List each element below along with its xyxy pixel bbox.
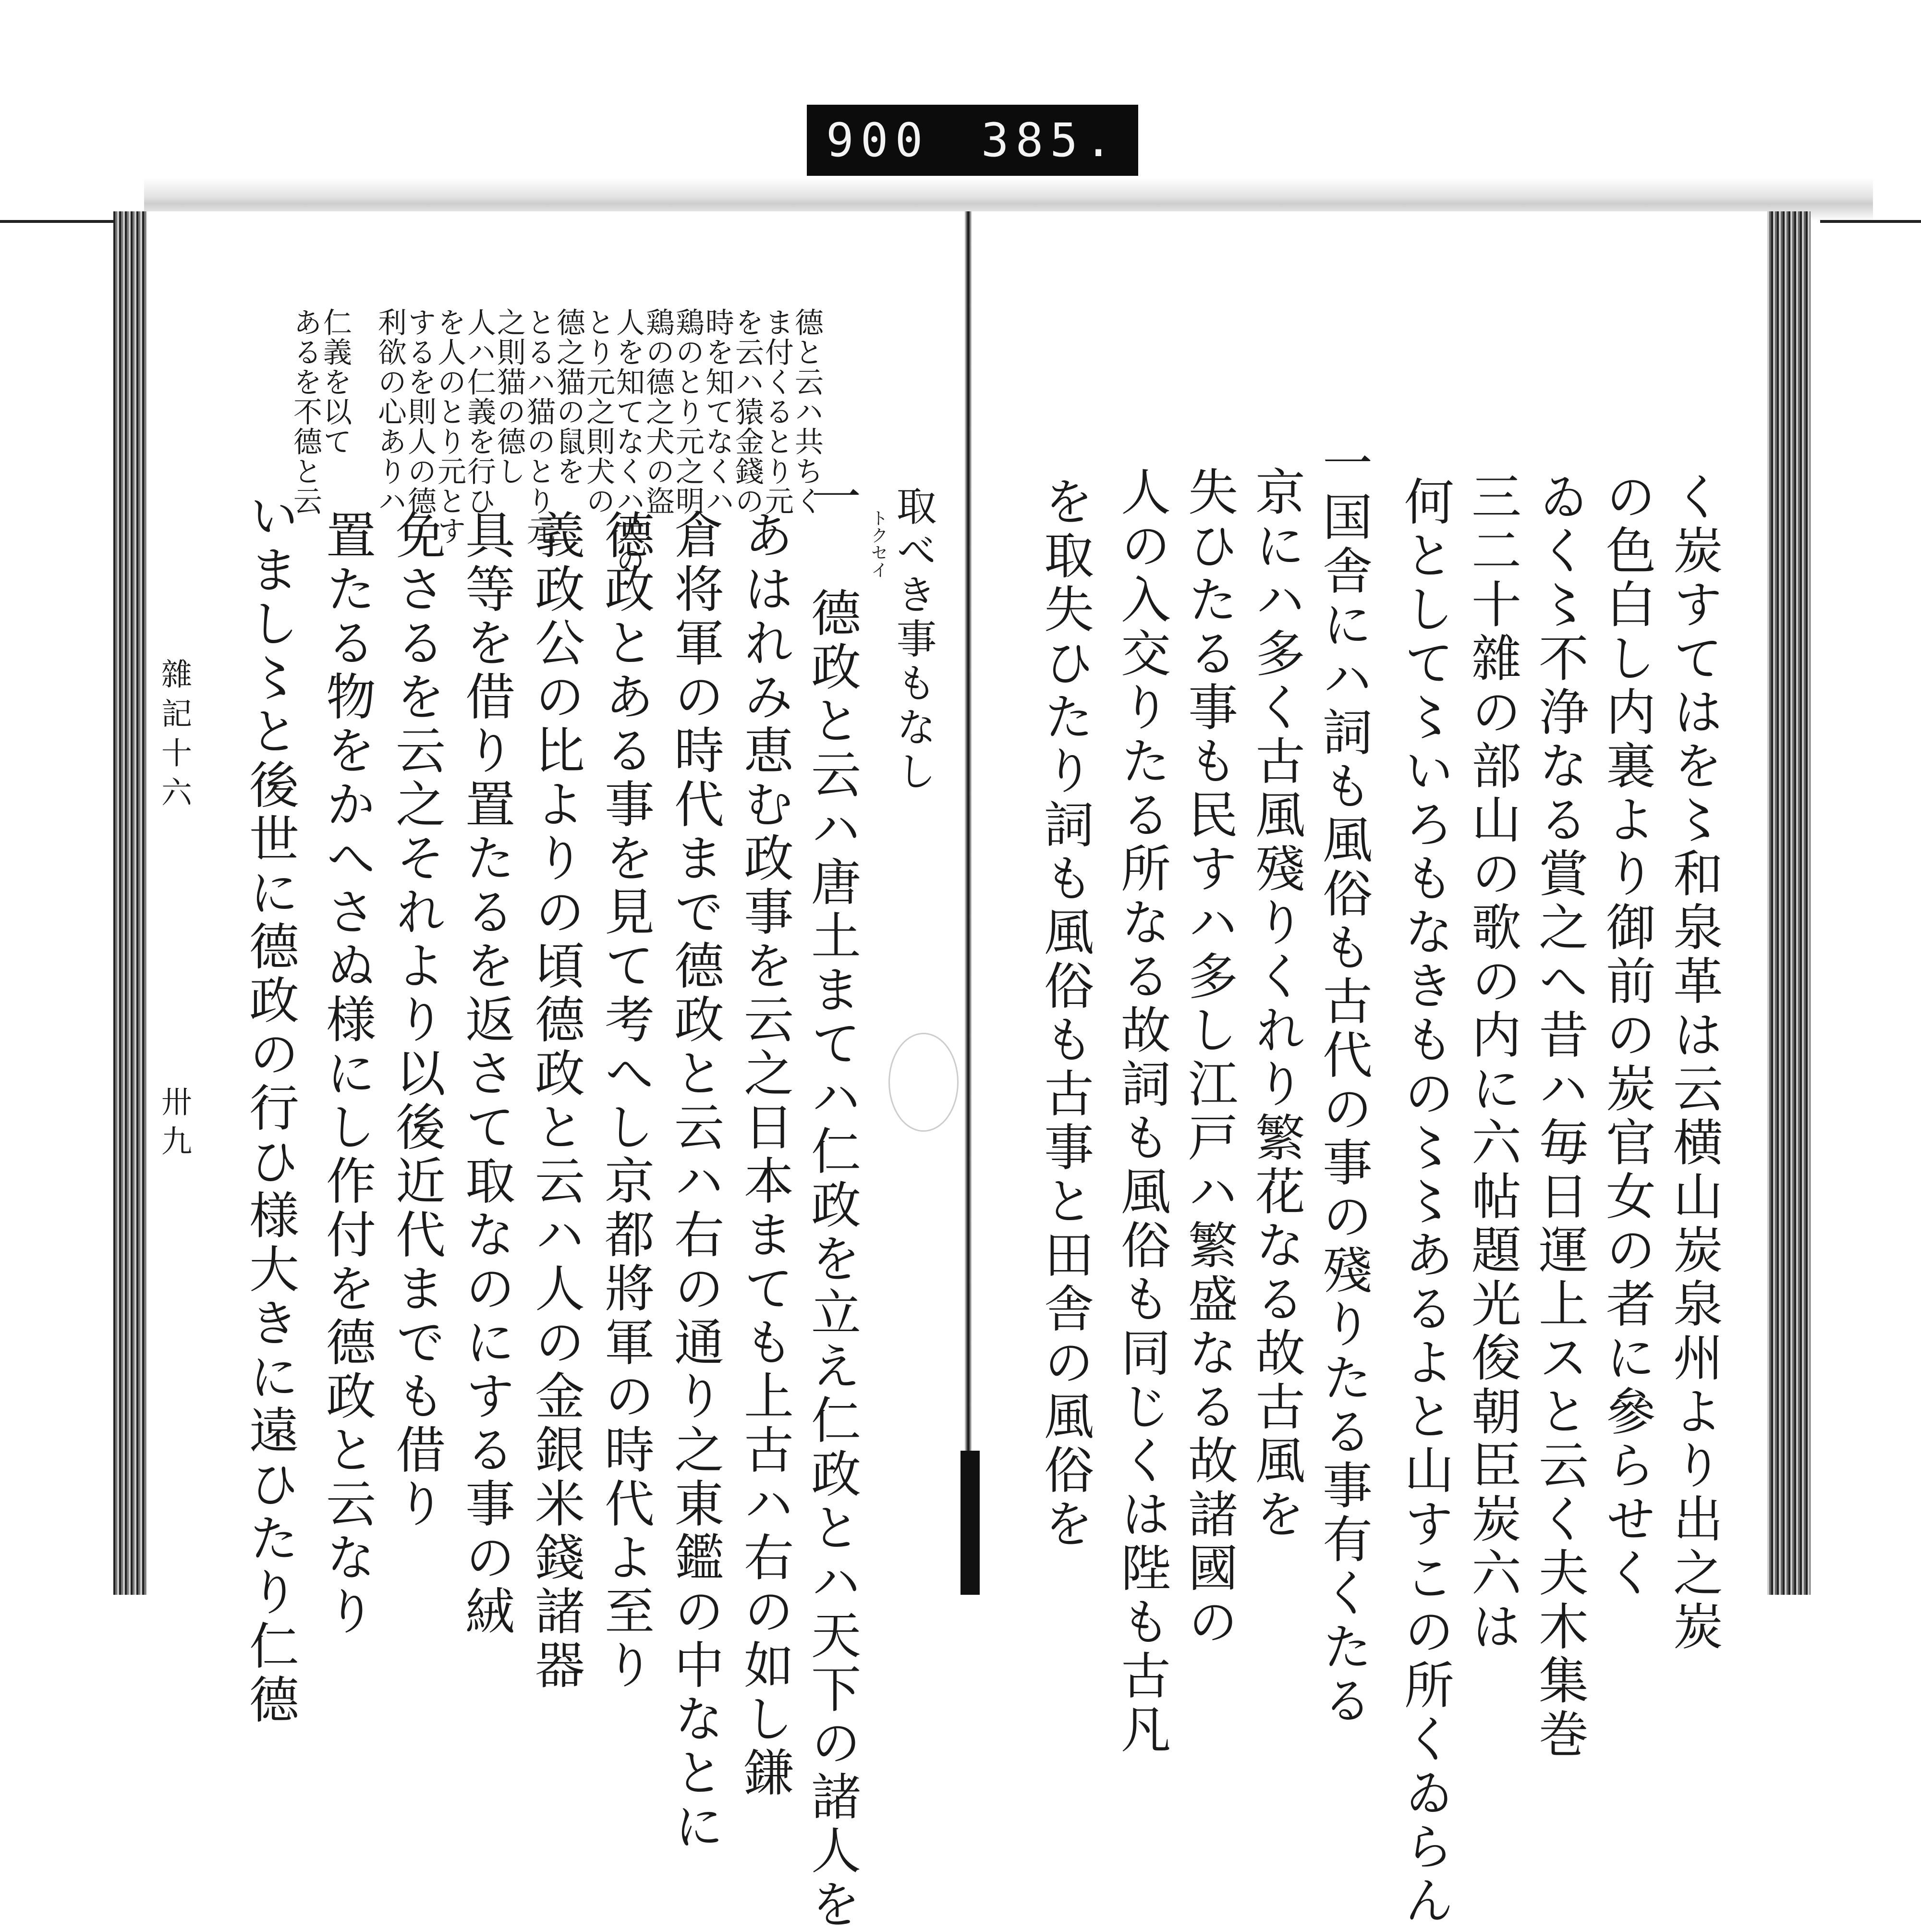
left-column-8: 置たる物をかへさぬ様にし作付を德政と云なり (317, 509, 376, 1639)
left-column-9: いまし〻と後世に德政の行ひ様大きに遠ひたり仁德 (241, 490, 299, 1727)
note-column-14: するを則人の德 (403, 307, 437, 516)
note-column-7: 人を知てなくハ犬の (611, 307, 645, 575)
note-column-5: 鶏のとり元之明 (671, 307, 705, 516)
note-column-9: 德之猫の鼠を (552, 307, 585, 486)
frame-number-left: 900 (826, 113, 930, 167)
running-title: 雜記十六 (156, 658, 192, 816)
frame-number-right: 385. (981, 113, 1119, 167)
note-column-16: 仁義を以て (318, 307, 352, 456)
note-column-12: 人ハ仁義を行ひ (462, 307, 496, 516)
film-frame-label (807, 105, 1138, 176)
left-column-5: 義政公の比よりの頃德政と云ハ人の金銀米錢諸器 (526, 509, 585, 1693)
note-column-2: ま付くるとり元 (760, 307, 794, 516)
note-column-15: 利欲の心ありハ (373, 307, 407, 516)
right-column-6: 一国舎にハ詞も風俗も古代の事の殘りたる事有くたる (1314, 437, 1373, 1728)
left-column-4: 德政とある事を見て考へし京都將軍の時代よ至り (596, 509, 655, 1693)
note-column-10: とるハ猫のとり元 (522, 307, 556, 546)
note-column-6: 鶏の德之犬の盜 (641, 307, 675, 516)
faint-ring-mark (888, 1033, 959, 1132)
note-column-4: 時を知てなくハ (701, 307, 734, 516)
note-column-8: とり元之則犬の (582, 307, 615, 516)
left-column-1: 一 德政と云ハ唐土まてハ仁政を立え仁政とハ天下の諸人を (802, 471, 861, 1932)
right-column-4: 三二十雜の部山の歌の内に六帖題光俊朝臣炭六は (1463, 471, 1521, 1654)
left-column-7: 免さるを云之それより以後近代までも借り (387, 509, 446, 1531)
left-column-2: あはれみ恵む政事を云之日本まても上古ハ右の如し鎌 (735, 509, 794, 1800)
page-edges-left (113, 211, 147, 1595)
right-column-8: 失ひたる事も民すハ多し江戸ハ繁盛なる故諸國の (1179, 466, 1238, 1650)
left-column-3: 倉将軍の時代まで德政と云ハ右の通り之東鑑の中なとに (666, 509, 724, 1854)
right-column-9: 人の入交りたる所なる故詞も風俗も同じくは陛も古凡 (1112, 466, 1171, 1757)
book-edge-line-right (1820, 220, 1921, 223)
book-gutter (964, 211, 972, 1595)
right-column-10: を取失ひたり詞も風俗も古事と田舎の風俗を (1035, 476, 1094, 1552)
left-column-6: 具等を借り置たるを返さて取なのにする事の絨 (457, 509, 515, 1639)
right-column-1: く炭すてはを〻和泉革は云横山炭泉州より出之炭 (1665, 471, 1723, 1654)
tokusei-ruby: トクセイ (868, 509, 888, 578)
page-number: 卅九 (156, 1086, 192, 1164)
note-column-17: あるを不德と云 (289, 307, 322, 516)
gutter-shadow (960, 1451, 980, 1595)
note-column-1: 德と云ハ共ちく (790, 307, 824, 516)
right-column-3: ゐく〻不浄なる賞之へ昔ハ毎日運上スと云く夫木集巻 (1530, 471, 1589, 1762)
right-column-7: 京にハ多く古風殘りくれり繁花なる故古風を (1247, 466, 1305, 1542)
page-edges-right (1767, 211, 1811, 1595)
note-column-13: を人のとり元とす (433, 307, 466, 546)
left-heading-line: 取べき事もなし (890, 485, 937, 795)
note-column-3: を云ハ猿金錢の (730, 307, 764, 516)
right-column-5: 何として〻いろもなきもの〻〻あるよと山すこの所くゐらん (1396, 476, 1454, 1928)
right-column-2: の色白し内裏より御前の炭官女の者に參らせく (1597, 471, 1656, 1601)
note-column-11: 之則猫の德し (492, 307, 526, 486)
book-edge-line-left (0, 220, 125, 223)
